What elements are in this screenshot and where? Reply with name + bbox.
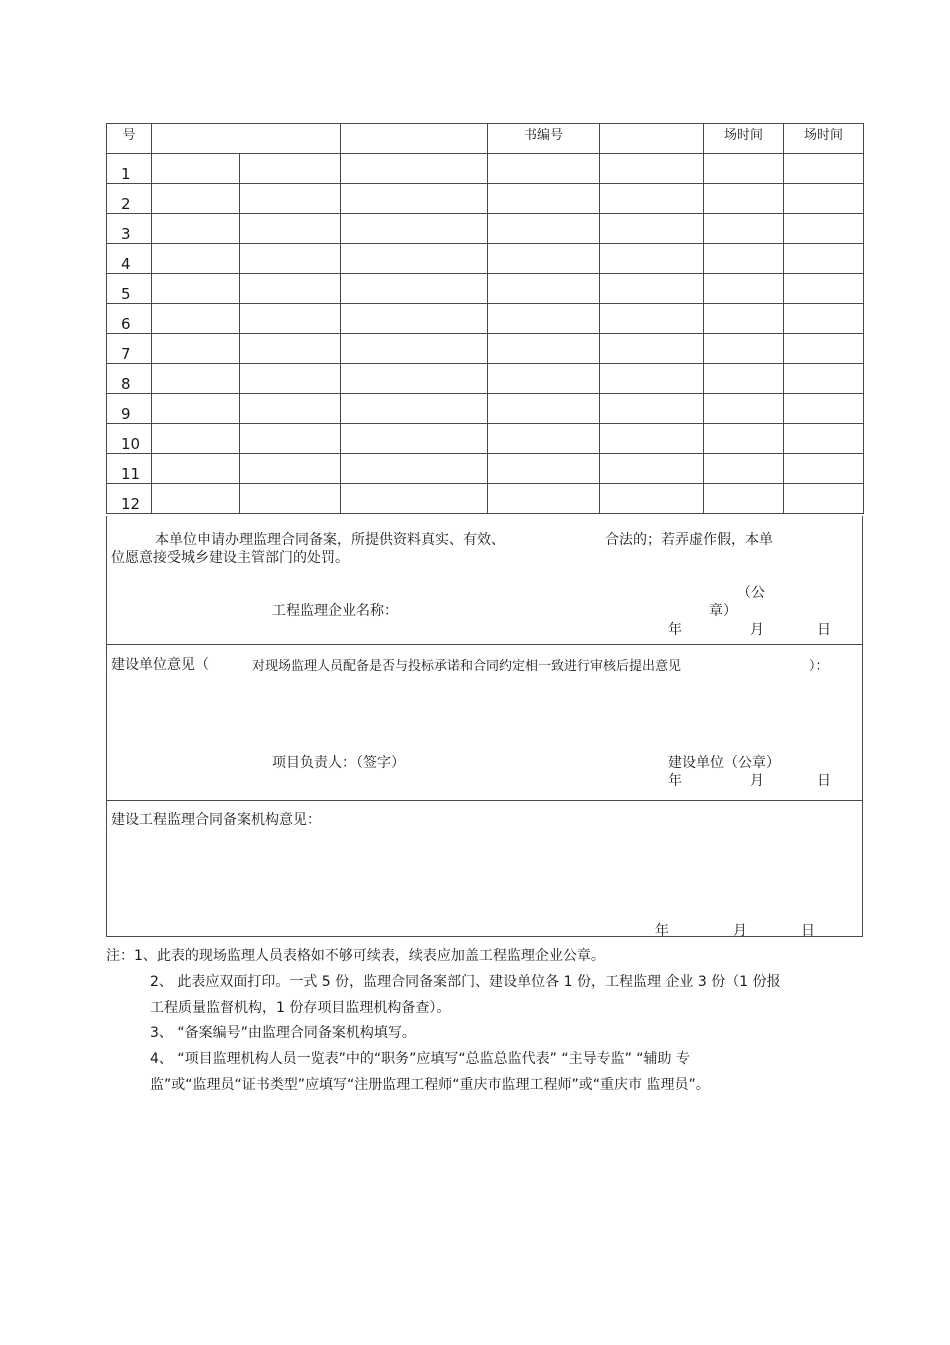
owner-opinion-section (106, 644, 863, 801)
note-4: 4、 “项目监理机构人员一览表”中的“职务”应填写“总监总监代表” “主导专监” “辅助 专 (150, 1051, 690, 1067)
table-cell (240, 304, 341, 334)
table-cell (152, 304, 240, 334)
table-row (107, 184, 864, 214)
agency-opinion-label: 建设工程监理合同备案机构意见： (111, 812, 321, 828)
table-row (107, 244, 864, 274)
table-cell (488, 484, 600, 514)
table-cell (784, 364, 864, 394)
table-cell (704, 424, 784, 454)
project-leader-label: 项目负责人：（签字） (272, 755, 405, 771)
table-cell (341, 334, 488, 364)
table-cell (784, 184, 864, 214)
table-cell (240, 214, 341, 244)
table-cell (600, 424, 704, 454)
date-year: 年 (668, 622, 682, 638)
table-cell (784, 214, 864, 244)
row-number: 2 (107, 184, 152, 214)
note-2-cont: 工程质量监督机构，1 份存项目监理机构备查）。 (150, 1000, 451, 1016)
date-month: 月 (750, 622, 764, 638)
table-cell (341, 304, 488, 334)
table-cell (600, 364, 704, 394)
header-cell-cert-number: 书编号 (488, 124, 600, 154)
table-cell (341, 484, 488, 514)
date-month: 月 (750, 773, 764, 789)
row-number: 11 (107, 454, 152, 484)
table-cell (704, 214, 784, 244)
row-number: 9 (107, 394, 152, 424)
table-row (107, 334, 864, 364)
table-cell (600, 334, 704, 364)
note-2: 2、 此表应双面打印。一式 5 份，监理合同备案部门、建设单位各 1 份，工程监理 企业 3 份（1 份报 (150, 974, 781, 990)
declaration-line-1: 本单位申请办理监理合同备案，所提供资料真实、有效、 (155, 532, 505, 548)
table-cell (704, 394, 784, 424)
table-cell (488, 244, 600, 274)
row-number: 1 (107, 154, 152, 184)
seal-label-a: （公 (737, 585, 765, 601)
table-cell (341, 454, 488, 484)
table-cell (704, 154, 784, 184)
table-cell (704, 274, 784, 304)
company-name-label: 工程监理企业名称： (272, 603, 398, 619)
table-cell (240, 364, 341, 394)
table-cell (488, 274, 600, 304)
header-cell-blank (152, 124, 341, 154)
table-cell (784, 274, 864, 304)
table-cell (600, 274, 704, 304)
header-cell-entry-time: 场时间 (704, 124, 784, 154)
table-cell (152, 394, 240, 424)
table-cell (488, 454, 600, 484)
table-row (107, 364, 864, 394)
owner-opinion-instruction: 对现场监理人员配备是否与投标承诺和合同约定相一致进行审核后提出意见 (252, 659, 682, 674)
table-cell (152, 334, 240, 364)
header-cell-blank (341, 124, 488, 154)
table-cell (152, 244, 240, 274)
table-cell (488, 394, 600, 424)
table-cell (488, 214, 600, 244)
table-cell (152, 454, 240, 484)
table-cell (600, 154, 704, 184)
table-cell (600, 184, 704, 214)
header-cell-number: 号 (107, 124, 152, 154)
table-cell (488, 334, 600, 364)
table-cell (784, 244, 864, 274)
table-cell (240, 394, 341, 424)
table-cell (152, 184, 240, 214)
header-cell-exit-time: 场时间 (784, 124, 864, 154)
row-number: 12 (107, 484, 152, 514)
table-cell (704, 334, 784, 364)
table-row (107, 274, 864, 304)
note-1: 注：1、此表的现场监理人员表格如不够可续表，续表应加盖工程监理企业公章。 (106, 948, 605, 964)
table-cell (784, 424, 864, 454)
table-cell (704, 484, 784, 514)
table-cell (784, 334, 864, 364)
table-cell (341, 214, 488, 244)
table-cell (600, 394, 704, 424)
table-cell (240, 274, 341, 304)
owner-opinion-close: ）： (809, 659, 829, 674)
table-cell (600, 484, 704, 514)
table-row (107, 394, 864, 424)
table-cell (152, 484, 240, 514)
table-cell (784, 394, 864, 424)
date-day: 日 (817, 773, 831, 789)
row-number: 3 (107, 214, 152, 244)
table-cell (341, 154, 488, 184)
owner-unit-seal-label: 建设单位（公章） (668, 755, 780, 771)
table-cell (488, 364, 600, 394)
table-cell (152, 364, 240, 394)
date-day: 日 (801, 923, 815, 939)
note-4-cont: 监”或“监理员“证书类型”应填写“注册监理工程师“重庆市监理工程师”或“重庆市 监理员”。 (150, 1077, 710, 1093)
date-year: 年 (668, 773, 682, 789)
table-cell (240, 334, 341, 364)
table-cell (240, 424, 341, 454)
declaration-line-1-cont: 合法的；若弄虚作假，本单 (605, 532, 773, 548)
table-cell (240, 484, 341, 514)
seal-label-b: 章） (709, 603, 737, 619)
table-cell (600, 244, 704, 274)
table-cell (784, 484, 864, 514)
date-year: 年 (655, 923, 669, 939)
agency-opinion-section (106, 800, 863, 937)
table-cell (488, 184, 600, 214)
row-number: 10 (107, 424, 152, 454)
table-cell (784, 154, 864, 184)
table-cell (704, 454, 784, 484)
table-cell (341, 184, 488, 214)
table-cell (600, 454, 704, 484)
table-header-row (107, 124, 864, 154)
note-3: 3、 “备案编号”由监理合同备案机构填写。 (150, 1025, 416, 1041)
table-cell (488, 154, 600, 184)
table-cell (240, 454, 341, 484)
table-row (107, 454, 864, 484)
table-cell (704, 244, 784, 274)
table-cell (784, 304, 864, 334)
table-cell (240, 244, 341, 274)
table-row (107, 154, 864, 184)
table-cell (341, 364, 488, 394)
table-cell (600, 304, 704, 334)
table-cell (341, 424, 488, 454)
table-row (107, 304, 864, 334)
table-cell (600, 214, 704, 244)
row-number: 6 (107, 304, 152, 334)
declaration-line-2: 位愿意接受城乡建设主管部门的处罚。 (111, 550, 349, 566)
table-row (107, 484, 864, 514)
table-cell (704, 184, 784, 214)
table-cell (152, 214, 240, 244)
row-number: 7 (107, 334, 152, 364)
table-row (107, 214, 864, 244)
table-cell (341, 244, 488, 274)
row-number: 5 (107, 274, 152, 304)
table-cell (488, 424, 600, 454)
table-cell (784, 454, 864, 484)
date-day: 日 (817, 622, 831, 638)
table-cell (341, 274, 488, 304)
declaration-section (106, 516, 863, 645)
table-cell (240, 154, 341, 184)
table-cell (152, 274, 240, 304)
date-month: 月 (733, 923, 747, 939)
row-number: 4 (107, 244, 152, 274)
header-cell-blank (600, 124, 704, 154)
table-cell (240, 184, 341, 214)
personnel-table (106, 123, 864, 514)
table-cell (704, 304, 784, 334)
table-cell (488, 304, 600, 334)
table-cell (704, 364, 784, 394)
owner-opinion-label: 建设单位意见（ (111, 657, 209, 673)
table-cell (152, 154, 240, 184)
row-number: 8 (107, 364, 152, 394)
table-cell (341, 394, 488, 424)
table-cell (152, 424, 240, 454)
table-row (107, 424, 864, 454)
